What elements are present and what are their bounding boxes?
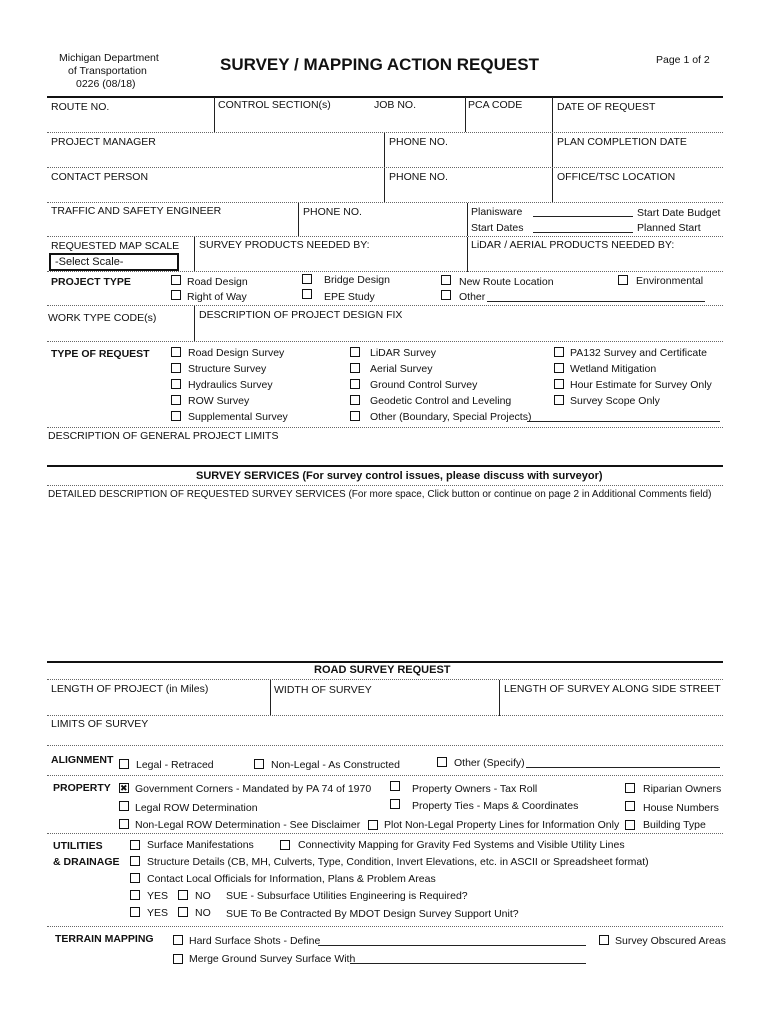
- traffic-phone-field[interactable]: PHONE NO.: [303, 206, 362, 218]
- pca-code-field[interactable]: PCA CODE: [468, 99, 523, 111]
- request-option-checkbox[interactable]: [554, 395, 564, 405]
- other-alignment-input[interactable]: [526, 767, 720, 768]
- government-corners-checkbox[interactable]: [119, 783, 129, 793]
- property-label: PROPERTY: [53, 782, 111, 794]
- structure-details-label: Structure Details (CB, MH, Culverts, Type, Condition, Invert Elevations, etc. in ASCII or Spreadsheet format): [147, 856, 649, 868]
- property-owners-label: Property Owners - Tax Roll: [412, 783, 538, 795]
- request-option-checkbox[interactable]: [171, 347, 181, 357]
- other-project-input[interactable]: [487, 301, 705, 302]
- other-alignment-label: Other (Specify): [454, 757, 525, 769]
- request-option-checkbox[interactable]: [350, 411, 360, 421]
- request-option-checkbox[interactable]: [171, 411, 181, 421]
- non-legal-constructed-label: Non-Legal - As Constructed: [271, 759, 400, 771]
- connectivity-mapping-label: Connectivity Mapping for Gravity Fed Systems and Visible Utility Lines: [298, 839, 625, 851]
- page-number: Page 1 of 2: [656, 54, 710, 66]
- general-limits-field[interactable]: DESCRIPTION OF GENERAL PROJECT LIMITS: [48, 430, 279, 442]
- top-rule: [47, 96, 723, 98]
- legal-row-label: Legal ROW Determination: [135, 802, 258, 814]
- start-date-budget-input[interactable]: [533, 216, 633, 217]
- other-project-label: Other: [459, 291, 486, 303]
- sue-contracted-no-checkbox[interactable]: [178, 907, 188, 917]
- road-design-checkbox[interactable]: [171, 275, 181, 285]
- request-option-label: Wetland Mitigation: [570, 363, 657, 375]
- surface-manifestations-label: Surface Manifestations: [147, 839, 254, 851]
- request-option-checkbox[interactable]: [350, 379, 360, 389]
- non-legal-row-checkbox[interactable]: [119, 819, 129, 829]
- request-option-label: Hour Estimate for Survey Only: [570, 379, 712, 391]
- road-design-label: Road Design: [187, 276, 248, 288]
- request-option-checkbox[interactable]: [554, 347, 564, 357]
- property-ties-label: Property Ties - Maps & Coordinates: [412, 800, 579, 812]
- road-survey-title: ROAD SURVEY REQUEST: [314, 664, 451, 676]
- agency-line-1: Michigan Department: [59, 52, 159, 64]
- start-date-budget-label: Start Date Budget: [637, 207, 721, 219]
- request-option-label: Structure Survey: [188, 363, 267, 375]
- page-title: SURVEY / MAPPING ACTION REQUEST: [220, 55, 539, 74]
- lidar-products-needed-field[interactable]: LiDAR / AERIAL PRODUCTS NEEDED BY:: [471, 239, 675, 251]
- drainage-label: & DRAINAGE: [53, 856, 120, 868]
- new-route-label: New Route Location: [459, 276, 554, 288]
- sue-contracted-question: SUE To Be Contracted By MDOT Design Survey Support Unit?: [226, 908, 519, 920]
- legal-row-checkbox[interactable]: [119, 801, 129, 811]
- sue-required-no-checkbox[interactable]: [178, 890, 188, 900]
- request-option-label: PA132 Survey and Certificate: [570, 347, 707, 359]
- width-of-survey-field[interactable]: WIDTH OF SURVEY: [274, 684, 372, 696]
- survey-products-needed-field[interactable]: SURVEY PRODUCTS NEEDED BY:: [199, 239, 370, 251]
- request-option-checkbox[interactable]: [554, 363, 564, 373]
- merge-ground-surface-checkbox[interactable]: [173, 954, 183, 964]
- property-owners-checkbox[interactable]: [390, 781, 400, 791]
- planned-start-input[interactable]: [533, 232, 633, 233]
- house-numbers-checkbox[interactable]: [625, 801, 635, 811]
- sue-required-yes-label: YES: [147, 890, 169, 902]
- utilities-label: UTILITIES: [53, 840, 103, 852]
- survey-obscured-checkbox[interactable]: [599, 935, 609, 945]
- plot-property-lines-checkbox[interactable]: [368, 820, 378, 830]
- sue-contracted-yes-checkbox[interactable]: [130, 907, 140, 917]
- right-of-way-label: Right of Way: [187, 291, 247, 303]
- bridge-design-checkbox[interactable]: [302, 274, 312, 284]
- sue-required-yes-checkbox[interactable]: [130, 890, 140, 900]
- pm-phone-field[interactable]: PHONE NO.: [389, 136, 448, 148]
- government-corners-label: Government Corners - Mandated by PA 74 of 1970: [135, 783, 372, 795]
- epe-study-label: EPE Study: [324, 291, 375, 303]
- request-option-checkbox[interactable]: [350, 363, 360, 373]
- non-legal-row-label: Non-Legal ROW Determination - See Disclaimer: [135, 819, 361, 831]
- design-fix-description-field[interactable]: DESCRIPTION OF PROJECT DESIGN FIX: [199, 309, 403, 321]
- map-scale-label: REQUESTED MAP SCALE: [51, 240, 180, 252]
- legal-retraced-label: Legal - Retraced: [136, 759, 214, 771]
- sue-required-question: SUE - Subsurface Utilities Engineering is Required?: [226, 890, 468, 902]
- contact-phone-field[interactable]: PHONE NO.: [389, 171, 448, 183]
- plan-completion-date-field[interactable]: PLAN COMPLETION DATE: [557, 136, 687, 148]
- request-option-label: Hydraulics Survey: [188, 379, 273, 391]
- request-option-checkbox[interactable]: [171, 363, 181, 373]
- survey-services-title: SURVEY SERVICES (For survey control issues, please discuss with surveyor): [196, 470, 603, 482]
- map-scale-select[interactable]: -Select Scale-: [49, 253, 179, 271]
- property-ties-checkbox[interactable]: [390, 799, 400, 809]
- contact-person-field[interactable]: CONTACT PERSON: [51, 171, 149, 183]
- epe-study-checkbox[interactable]: [302, 289, 312, 299]
- alignment-label: ALIGNMENT: [51, 754, 114, 766]
- legal-retraced-checkbox[interactable]: [119, 759, 129, 769]
- date-of-request-field[interactable]: DATE OF REQUEST: [557, 101, 656, 113]
- limits-of-survey-field[interactable]: LIMITS OF SURVEY: [51, 718, 149, 730]
- project-manager-field[interactable]: PROJECT MANAGER: [51, 136, 156, 148]
- new-route-checkbox[interactable]: [441, 275, 451, 285]
- riparian-owners-label: Riparian Owners: [643, 783, 722, 795]
- traffic-engineer-field[interactable]: TRAFFIC AND SAFETY ENGINEER: [51, 205, 222, 217]
- other-alignment-checkbox[interactable]: [437, 757, 447, 767]
- road-survey-rule: [47, 661, 723, 663]
- hard-surface-checkbox[interactable]: [173, 935, 183, 945]
- request-option-label: Supplemental Survey: [188, 411, 288, 423]
- office-tsc-field[interactable]: OFFICE/TSC LOCATION: [557, 171, 676, 183]
- bridge-design-label: Bridge Design: [324, 274, 390, 286]
- agency-line-2: of Transportation: [68, 65, 147, 77]
- project-type-label: PROJECT TYPE: [51, 276, 131, 288]
- house-numbers-label: House Numbers: [643, 802, 719, 814]
- contact-officials-label: Contact Local Officials for Information, Plans & Problem Areas: [147, 873, 436, 885]
- building-type-label: Building Type: [643, 819, 706, 831]
- start-dates-label: Start Dates: [471, 222, 524, 234]
- survey-obscured-label: Survey Obscured Areas: [615, 935, 726, 947]
- job-no-field[interactable]: JOB NO.: [374, 99, 417, 111]
- request-option-label: Geodetic Control and Leveling: [370, 395, 512, 407]
- environmental-label: Environmental: [636, 275, 704, 287]
- hard-surface-label: Hard Surface Shots - Define: [189, 935, 321, 947]
- environmental-checkbox[interactable]: [618, 275, 628, 285]
- request-option-label: Ground Control Survey: [370, 379, 478, 391]
- terrain-mapping-label: TERRAIN MAPPING: [55, 933, 154, 945]
- request-option-label: Aerial Survey: [370, 363, 433, 375]
- request-option-label: LiDAR Survey: [370, 347, 436, 359]
- plot-property-lines-label: Plot Non-Legal Property Lines for Information Only: [384, 819, 620, 831]
- planisware-label: Planisware: [471, 206, 523, 218]
- planned-start-label: Planned Start: [637, 222, 701, 234]
- work-type-code-field[interactable]: WORK TYPE CODE(s): [48, 312, 157, 324]
- form-number: 0226 (08/18): [76, 78, 136, 90]
- hard-surface-input[interactable]: [318, 945, 586, 946]
- request-option-label: Survey Scope Only: [570, 395, 660, 407]
- type-of-request-label: TYPE OF REQUEST: [51, 348, 150, 360]
- merge-ground-surface-input[interactable]: [350, 963, 586, 964]
- route-no-field[interactable]: ROUTE NO.: [51, 101, 110, 113]
- request-option-checkbox[interactable]: [554, 379, 564, 389]
- non-legal-constructed-checkbox[interactable]: [254, 759, 264, 769]
- connectivity-mapping-checkbox[interactable]: [280, 840, 290, 850]
- structure-details-checkbox[interactable]: [130, 856, 140, 866]
- control-section-field[interactable]: CONTROL SECTION(s): [218, 99, 331, 111]
- survey-services-rule: [47, 465, 723, 467]
- request-option-checkbox[interactable]: [171, 379, 181, 389]
- request-option-checkbox[interactable]: [350, 395, 360, 405]
- riparian-owners-checkbox[interactable]: [625, 783, 635, 793]
- other-request-input[interactable]: [527, 421, 720, 422]
- building-type-checkbox[interactable]: [625, 820, 635, 830]
- other-project-checkbox[interactable]: [441, 290, 451, 300]
- request-option-label: Other (Boundary, Special Projects): [370, 411, 532, 423]
- sue-contracted-yes-label: YES: [147, 907, 169, 919]
- request-option-label: Road Design Survey: [188, 347, 285, 359]
- sue-contracted-no-label: NO: [195, 907, 211, 919]
- length-of-project-field[interactable]: LENGTH OF PROJECT (in Miles): [51, 683, 209, 695]
- request-option-checkbox[interactable]: [171, 395, 181, 405]
- length-along-side-street-field[interactable]: LENGTH OF SURVEY ALONG SIDE STREET: [504, 683, 721, 695]
- request-option-checkbox[interactable]: [350, 347, 360, 357]
- merge-ground-surface-label: Merge Ground Survey Surface With: [189, 953, 356, 965]
- sue-required-no-label: NO: [195, 890, 211, 902]
- surface-manifestations-checkbox[interactable]: [130, 840, 140, 850]
- right-of-way-checkbox[interactable]: [171, 290, 181, 300]
- request-option-label: ROW Survey: [188, 395, 250, 407]
- contact-officials-checkbox[interactable]: [130, 873, 140, 883]
- survey-services-detail-field[interactable]: DETAILED DESCRIPTION OF REQUESTED SURVEY SERVICES (For more space, Click button or continue on page 2 in Additional Comments field): [48, 489, 712, 500]
